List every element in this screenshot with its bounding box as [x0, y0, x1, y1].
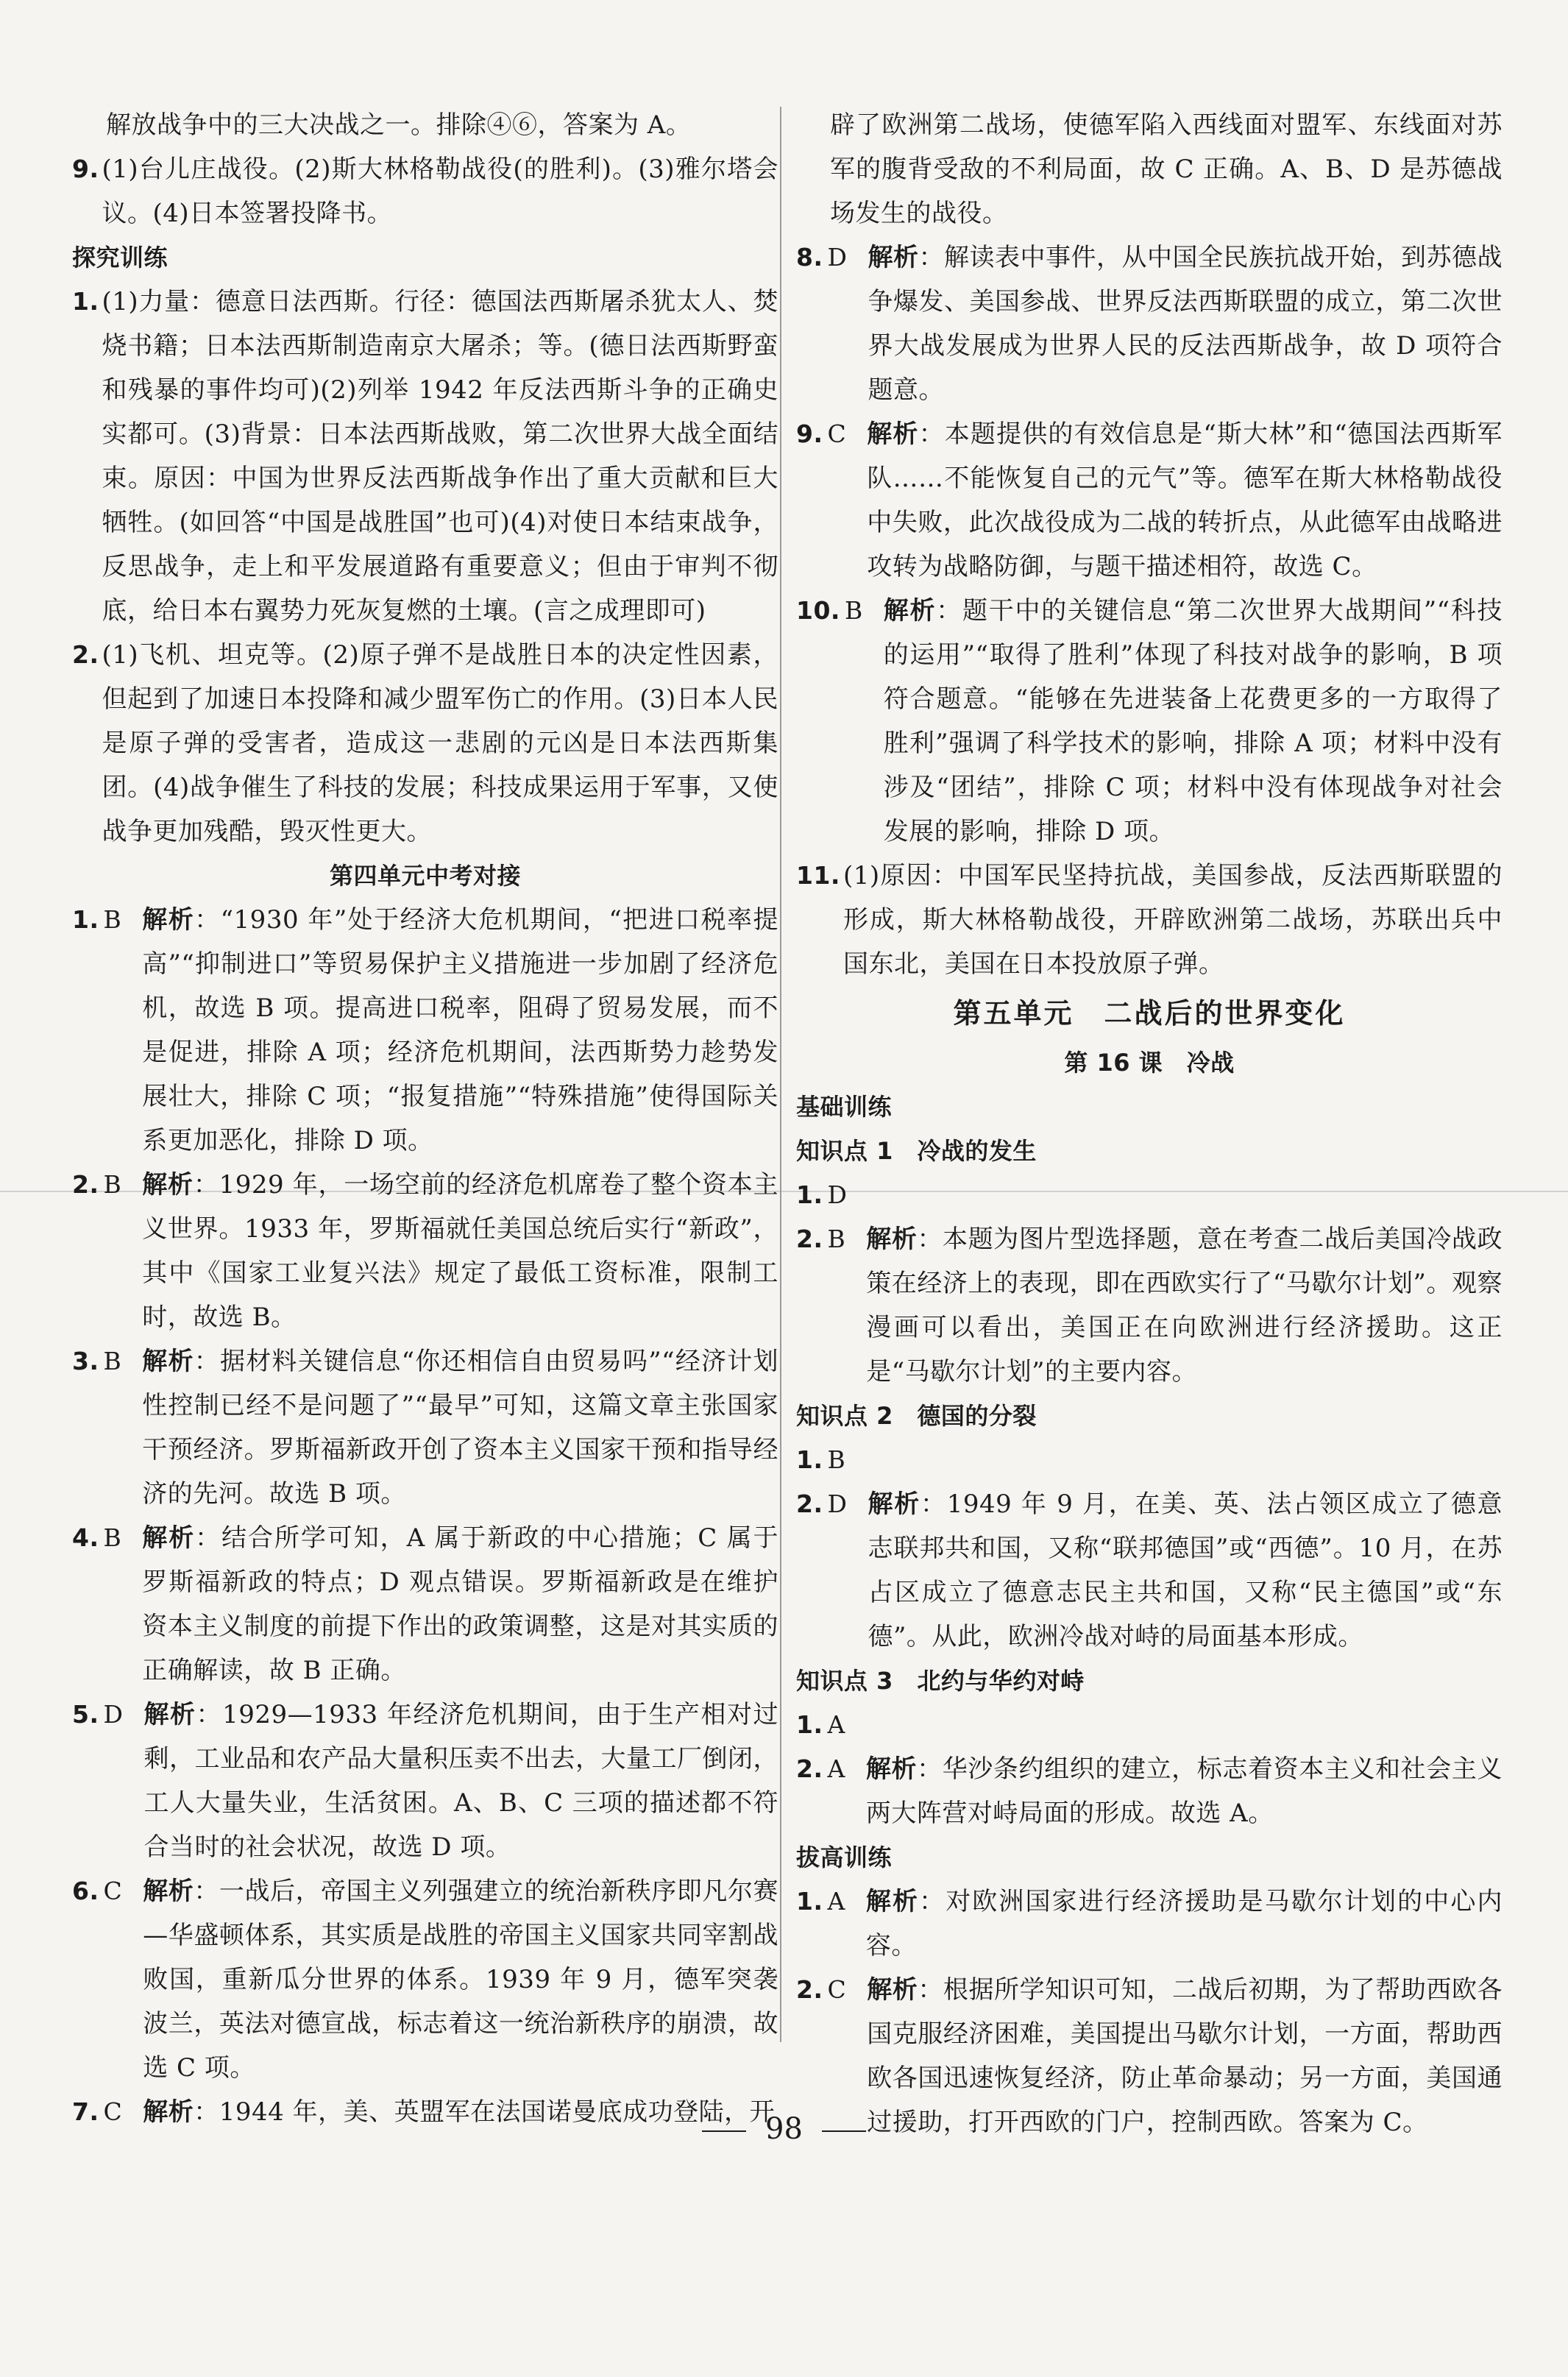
analysis-text: ：“1930 年”处于经济大危机期间，“把进口税率提高”“抑制进口”等贸易保护主义措施进一步加剧了经济危机，故选 B 项。提高进口税率，阻碍了贸易发展，而不是促进，排除 A 项；经济危机期间，法西斯势力趁势发展壮大，排除 C 项；“报复措施”“特殊措施”使得国际关系更加恶化，排除 D 项。 [142, 905, 779, 1155]
analysis-text: ：1929—1933 年经济危机期间，由于生产相对过剩，工业品和农产品大量积压卖不出去，大量工厂倒闭，工人大量失业，生活贫困。A、B、C 三项的描述都不符合当时的社会状况，故选 D 项。 [143, 1700, 778, 1862]
answer-item [796, 412, 1503, 589]
right-column [796, 103, 1503, 2144]
item-number [796, 1968, 846, 2012]
item-text [847, 235, 1503, 412]
item-number-text: 2. [796, 1754, 823, 1783]
column-divider [780, 107, 781, 2042]
analysis-label: 解析 [142, 905, 195, 935]
item-text: (1)台儿庄战役。(2)斯大林格勒战役(的胜利)。(3)雅尔塔会议。(4)日本签署投降书。 [102, 155, 778, 228]
answer-item [796, 589, 1503, 854]
item-number-text: 3. [72, 1347, 99, 1375]
answer-letter: C [103, 2097, 123, 2126]
answer-letter: B [827, 1445, 846, 1474]
item-number-text: 9. [796, 419, 823, 448]
item-number [796, 589, 863, 633]
answer-item [796, 235, 1503, 412]
analysis-text: ：题干中的关键信息“第二次世界大战期间”“科技的运用”“取得了胜利”体现了科技对战争的影响，B 项符合题意。“能够在先进装备上花费更多的一方取得了胜利”强调了科学技术的影响，排除 A 项；材料中没有涉及“团结”，排除 C 项；材料中没有体现战争对社会发展的影响，排除 D 项。 [883, 596, 1503, 846]
analysis-label: 解析 [866, 1225, 918, 1254]
answer-item [72, 1339, 778, 1516]
answer-letter: A [827, 1710, 845, 1739]
item-text: (1)力量：德意日法西斯。行径：德国法西斯屠杀犹太人、焚烧书籍；日本法西斯制造南京大屠杀；等。(德日法西斯野蛮和残暴的事件均可)(2)列举 1942 年反法西斯斗争的正确史实都可。(3)背景：日本法西斯战败，第二次世界大战全面结束。原因：中国为世界反法西斯战争作出了重大贡献和巨大牺牲。(如回答“中国是战胜国”也可)(4)对使日本结束战争，反思战争，走上和平发展道路有重要意义；但由于审判不彻底，给日本右翼势力死灰复燃的土壤。(言之成理即可) [102, 287, 778, 626]
item-number-text: 11. [796, 861, 840, 890]
item-text: (1)飞机、坦克等。(2)原子弹不是战胜日本的决定性因素，但起到了加速日本投降和减少盟军伤亡的作用。(3)日本人民是原子弹的受害者，造成这一悲剧的元凶是日本法西斯集团。(4)战争催生了科技的发展；科技成果运用于军事，又使战争更加残酷，毁灭性更大。 [102, 640, 778, 846]
answer-item [796, 1747, 1503, 1835]
analysis-label: 解析 [142, 1170, 194, 1200]
item-text [122, 1869, 778, 2090]
item-number [796, 1482, 847, 1526]
analysis-label: 解析 [142, 1523, 196, 1553]
answer-item [72, 898, 778, 1163]
item-number [796, 235, 847, 280]
item-number-text: 2. [796, 1225, 823, 1253]
section-title: 拔高训练 [796, 1843, 893, 1871]
answer-letter: A [827, 1887, 845, 1916]
item-number-text: 4. [72, 1523, 99, 1552]
item-text [840, 854, 1503, 986]
item-text [845, 1880, 1503, 1968]
analysis-label: 解析 [865, 1754, 918, 1784]
item-number-text: 1. [796, 1710, 823, 1739]
item-number [72, 1339, 121, 1384]
answer-letter: D [103, 1700, 124, 1729]
unit4-items-cont [796, 235, 1503, 986]
item-number: 1. [72, 287, 99, 316]
analysis-text: ：根据所学知识可知，二战后初期，为了帮助西欧各国克服经济困难，美国提出马歇尔计划，一方面，帮助西欧各国迅速恢复经济，防止革命暴动；另一方面，美国通过援助，打开西欧的门户，控制西欧。答案为 C。 [867, 1975, 1503, 2137]
item-number [796, 412, 846, 456]
item-text [121, 898, 778, 1163]
analysis-label: 解析 [867, 419, 919, 449]
item-number-text: 7. [72, 2097, 99, 2126]
analysis-label: 解析 [143, 1700, 196, 1729]
answer-letter: B [827, 1225, 846, 1253]
analysis-label: 解析 [143, 2097, 194, 2127]
item-number-text: 10. [796, 596, 840, 625]
dash-left [702, 2130, 746, 2132]
item-text [121, 1163, 778, 1339]
unit4-items [72, 898, 778, 2134]
answer-letter: D [827, 1180, 848, 1209]
item-number-text: 2. [796, 1489, 823, 1518]
answer-item [72, 1516, 778, 1693]
answer-letter: B [844, 596, 863, 625]
analysis-text: (1)原因：中国军民坚持抗战，美国参战，反法西斯联盟的形成，斯大林格勒战役，开辟欧洲第二战场，苏联出兵中国东北，美国在日本投放原子弹。 [842, 861, 1503, 979]
answer-item [72, 147, 778, 235]
page-number [0, 2112, 1568, 2146]
analysis-label: 解析 [142, 1347, 194, 1376]
kp1-items [796, 1173, 1503, 1394]
item-number [72, 1516, 121, 1560]
analysis-text: ：结合所学可知，A 属于新政的中心措施；C 属于罗斯福新政的特点；D 观点错误。罗斯福新政是在维护资本主义制度的前提下作出的政策调整，这是对其实质的正确解读，故 B 正确。 [142, 1523, 779, 1685]
analysis-text: ：1944 年，美、英盟军在法国诺曼底成功登陆，开 [194, 2097, 776, 2127]
item-number [72, 1693, 123, 1737]
analysis-label: 解析 [868, 243, 919, 272]
kp2-items [796, 1438, 1503, 1659]
knowledge-point-title: 知识点 2 德国的分裂 [796, 1402, 1037, 1430]
item-number [72, 1869, 122, 1913]
analysis-text: ：据材料关键信息“你还相信自由贸易吗”“经济计划性控制已经不是问题了”“最早”可知，这篇文章主张国家干预经济。罗斯福新政开创了资本主义国家干预和指导经济的先河。故选 B 项。 [142, 1347, 778, 1509]
answer-item [796, 1880, 1503, 1968]
item-text [847, 1482, 1503, 1659]
answer-letter: C [827, 419, 847, 448]
answer-item [72, 1693, 778, 1869]
item-text [845, 1217, 1503, 1394]
analysis-text: ：本题提供的有效信息是“斯大林”和“德国法西斯军队……不能恢复自己的元气”等。德军在斯大林格勒战役中失败，此次战役成为二战的转折点，从此德军由战略进攻转为战略防御，与题干描述相符，故选 C。 [867, 419, 1503, 581]
item-number-text: 8. [796, 243, 823, 272]
answer-item [796, 1703, 1503, 1747]
answer-letter: B [103, 1523, 122, 1552]
unit-title: 第五单元 二战后的世界变化 [953, 997, 1346, 1030]
item-number: 2. [72, 640, 99, 669]
answer-letter: B [103, 1347, 122, 1375]
answer-letter: C [827, 1975, 847, 2004]
analysis-text: ：对欧洲国家进行经济援助是马歇尔计划的中心内容。 [865, 1887, 1503, 1960]
kp3-items [796, 1703, 1503, 1835]
item-number-text: 1. [796, 1887, 823, 1916]
item-number [72, 898, 121, 942]
item-number [796, 1217, 845, 1261]
analysis-label: 解析 [865, 1887, 920, 1916]
answer-item [796, 1173, 1503, 1217]
analysis-text: ：华沙条约组织的建立，标志着资本主义和社会主义两大阵营对峙局面的形成。故选 A。 [865, 1754, 1503, 1828]
section-title: 探究训练 [72, 244, 168, 272]
item-number: 9. [72, 155, 99, 183]
item-number [796, 1438, 845, 1482]
answer-letter: B [103, 905, 122, 934]
continued-text: 解放战争中的三大决战之一。排除④⑥，答案为 A。 [106, 110, 692, 140]
item-text [846, 412, 1503, 589]
analysis-label: 解析 [868, 1489, 921, 1519]
lesson-title: 第 16 课 冷战 [1064, 1049, 1235, 1077]
item-text [863, 589, 1503, 854]
unit-review-title: 第四单元中考对接 [329, 862, 521, 890]
answer-item [796, 1438, 1503, 1482]
answer-letter: D [827, 243, 848, 272]
item-text [123, 1693, 778, 1869]
section-title: 基础训练 [796, 1093, 893, 1121]
analysis-text: ：1929 年，一场空前的经济危机席卷了整个资本主义世界。1933 年，罗斯福就任美国总统后实行“新政”，其中《国家工业复兴法》规定了最低工资标准，限制工时，故选 B。 [142, 1170, 779, 1332]
left-column [72, 103, 778, 2134]
item-number-text: 1. [796, 1180, 823, 1209]
analysis-label: 解析 [883, 596, 937, 626]
item-number [796, 1703, 845, 1747]
item-text [121, 1516, 778, 1693]
item-number [796, 1747, 845, 1791]
answer-item [72, 1163, 778, 1339]
item-number-text: 1. [72, 905, 99, 934]
item-number-text: 2. [72, 1170, 99, 1199]
answer-item [796, 1482, 1503, 1659]
advance-items [796, 1880, 1503, 2144]
item-number-text: 5. [72, 1700, 99, 1729]
page-number-text: 98 [765, 2112, 803, 2146]
item-number [796, 854, 840, 898]
item-number [796, 1880, 845, 1924]
knowledge-point-title: 知识点 3 北约与华约对峙 [796, 1667, 1085, 1695]
answer-letter: D [827, 1489, 848, 1518]
dash-right [822, 2130, 866, 2132]
analysis-label: 解析 [867, 1975, 918, 2005]
analysis-text: ：1949 年 9 月，在美、英、法占领区成立了德意志联邦共和国，又称“联邦德国”或“西德”。10 月，在苏占区成立了德意志民主共和国，又称“民主德国”或“东德”。从此，欧洲冷战对峙的局面基本形成。 [868, 1489, 1503, 1651]
analysis-text: ：本题为图片型选择题，意在考查二战后美国冷战政策在经济上的表现，即在西欧实行了“马歇尔计划”。观察漫画可以看出，美国正在向欧洲进行经济援助。这正是“马歇尔计划”的主要内容。 [866, 1225, 1503, 1386]
continued-text: 辟了欧洲第二战场，使德军陷入西线面对盟军、东线面对苏军的腹背受敌的不利局面，故 C 正确。A、B、D 是苏德战场发生的战役。 [830, 110, 1503, 228]
item-text [121, 1339, 778, 1516]
answer-letter: A [827, 1754, 845, 1783]
answer-item [72, 280, 778, 633]
answer-item [72, 1869, 778, 2090]
item-text [845, 1747, 1503, 1835]
answer-item [72, 633, 778, 854]
answer-item [796, 854, 1503, 986]
answer-letter: C [103, 1877, 123, 1905]
answer-item [796, 1217, 1503, 1394]
analysis-text: ：解读表中事件，从中国全民族抗战开始，到苏德战争爆发、美国参战、世界反法西斯联盟的成立，第二次世界大战发展成为世界人民的反法西斯战争，故 D 项符合题意。 [868, 243, 1503, 405]
analysis-label: 解析 [143, 1877, 194, 1906]
answer-letter: B [103, 1170, 122, 1199]
item-number [796, 1173, 847, 1217]
item-number-text: 2. [796, 1975, 823, 2004]
analysis-text: ：一战后，帝国主义列强建立的统治新秩序即凡尔赛—华盛顿体系，其实质是战胜的帝国主义国家共同宰割战败国，重新瓜分世界的体系。1939 年 9 月，德军突袭波兰，英法对德宣战，标志着这一统治新秩序的崩溃，故选 C 项。 [143, 1877, 779, 2083]
knowledge-point-title: 知识点 1 冷战的发生 [796, 1137, 1037, 1165]
item-number-text: 6. [72, 1877, 99, 1905]
item-number-text: 1. [796, 1445, 823, 1474]
item-number [72, 1163, 121, 1207]
